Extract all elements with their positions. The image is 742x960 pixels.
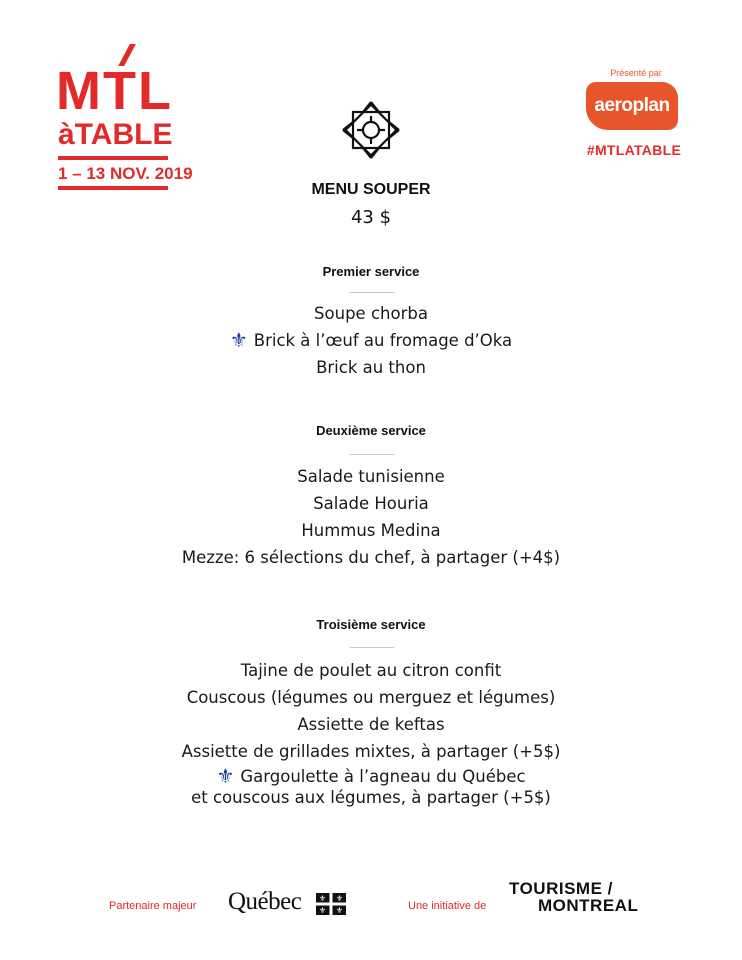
mtl-a-table-logo — [56, 44, 193, 194]
fleur-de-lis-icon: ⚜ — [216, 764, 235, 788]
logo-mtl-text: MTL — [56, 61, 173, 121]
section-title-deuxieme: Deuxième service — [316, 423, 426, 438]
svg-text:⚜: ⚜ — [335, 906, 344, 915]
quebec-flag-icon — [316, 893, 346, 915]
menu-item: Assiette de grillades mixtes, à partager (+5$) — [181, 742, 561, 761]
section-items-deuxieme — [0, 463, 742, 571]
menu-item: Tajine de poulet au citron confit — [240, 661, 502, 680]
logo-a-table-text: àTABLE — [58, 118, 173, 151]
menu-item: ⚜ Gargoulette à l’agneau du Québec — [216, 764, 526, 788]
section-divider — [350, 292, 394, 293]
menu-price: 43 $ — [350, 207, 392, 228]
menu-item: Hummus Medina — [301, 521, 441, 540]
menu-item: Mezze: 6 sélections du chef, à partager (+4$) — [181, 548, 561, 567]
quebec-logo-text: Québec — [228, 888, 302, 915]
section-title-premier: Premier service — [322, 264, 420, 279]
menu-item: Brick au thon — [316, 358, 426, 377]
section-items-troisieme — [0, 657, 742, 809]
svg-text:⚜: ⚜ — [318, 906, 327, 915]
star-rosette-icon — [339, 98, 403, 162]
logo-dates: 1 – 13 NOV. 2019 — [58, 164, 193, 183]
svg-text:⚜: ⚜ — [335, 894, 344, 903]
fleur-de-lis-icon: ⚜ — [229, 328, 248, 352]
tourisme-logo-line2: MONTREAL — [538, 896, 639, 915]
menu-item: Couscous (légumes ou merguez et légumes) — [186, 688, 556, 707]
section-divider — [350, 454, 394, 455]
menu-item: Salade Houria — [313, 494, 429, 513]
initiative-label: Une initiative de — [408, 900, 487, 912]
menu-title: MENU SOUPER — [311, 181, 431, 198]
section-title-troisieme: Troisième service — [316, 617, 426, 632]
menu-item: ⚜ Brick à l’œuf au fromage d’Oka — [229, 328, 513, 352]
menu-item: Assiette de keftas — [297, 715, 445, 734]
section-divider — [350, 647, 394, 648]
hashtag: #MTLATABLE — [586, 142, 682, 158]
menu-item: Soupe chorba — [314, 304, 428, 323]
aeroplan-logo: aeroplan — [586, 82, 678, 130]
partner-label: Partenaire majeur — [109, 900, 197, 912]
presented-by-label: Présenté par — [610, 68, 662, 78]
tourisme-logo-line1: TOURISME / — [509, 879, 613, 898]
logo-rule-top — [58, 156, 168, 160]
svg-text:⚜: ⚜ — [318, 894, 327, 903]
section-items-premier — [0, 300, 742, 381]
menu-item: Salade tunisienne — [297, 467, 445, 486]
menu-item-continuation: et couscous aux légumes, à partager (+5$) — [191, 788, 551, 807]
